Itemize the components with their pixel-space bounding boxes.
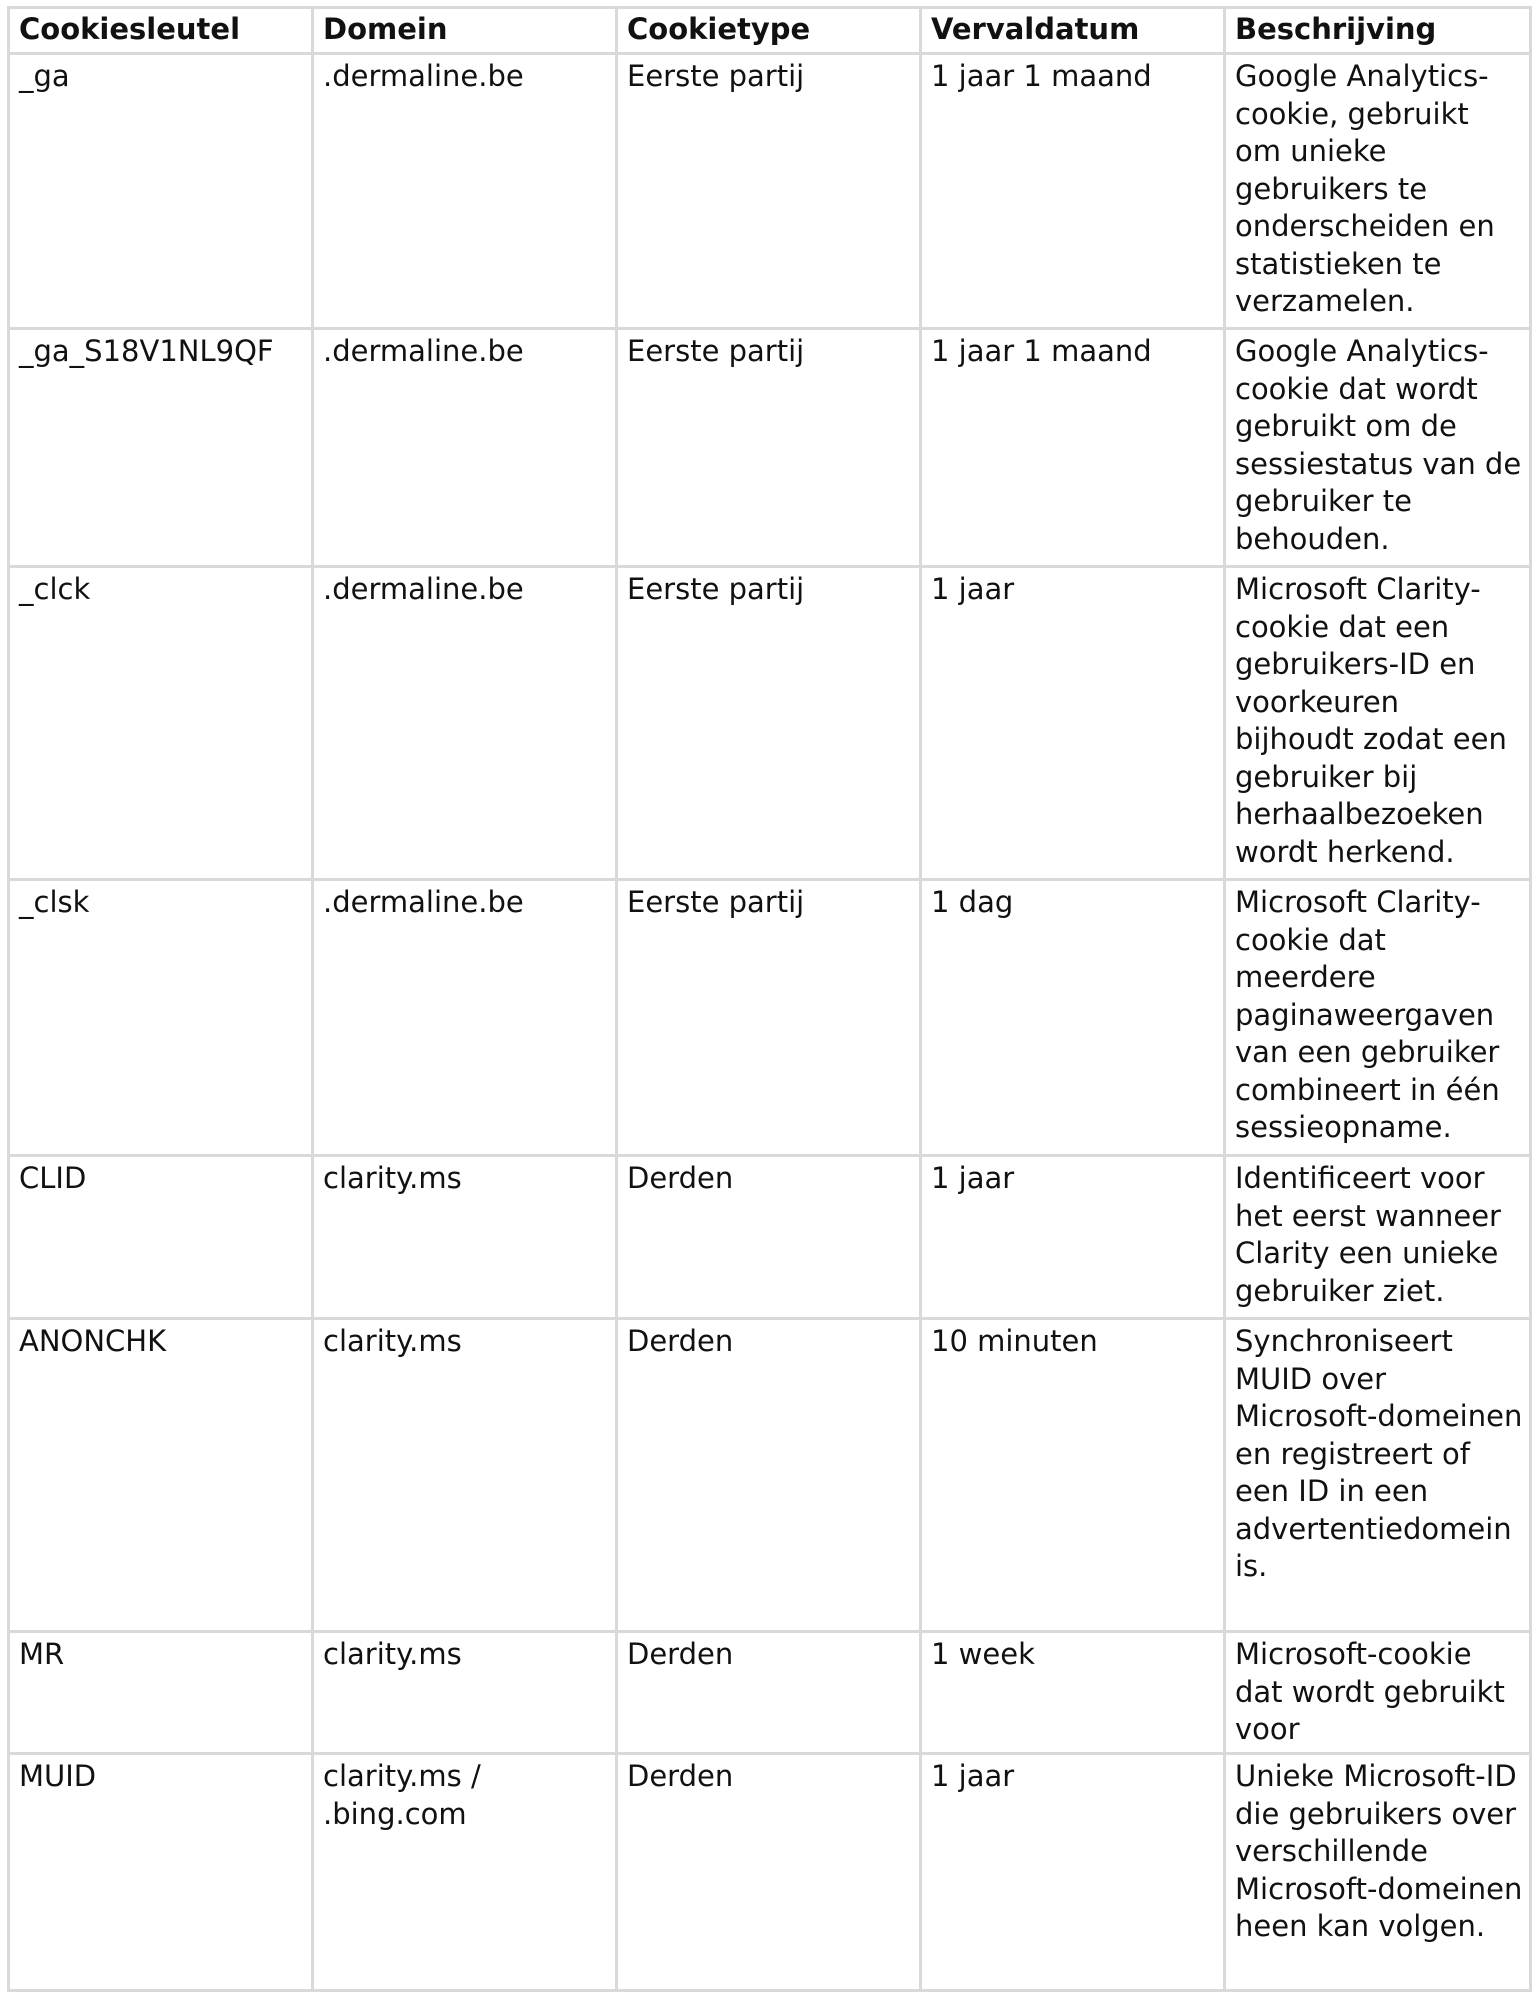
- cell-cookie-key: CLID: [9, 1156, 313, 1319]
- header-domain: Domein: [313, 8, 617, 54]
- cell-cookie-type: Eerste partij: [617, 567, 921, 880]
- table-row: [9, 1156, 1531, 1319]
- cell-cookie-type: Derden: [617, 1156, 921, 1319]
- cell-domain: .dermaline.be: [313, 880, 617, 1156]
- cell-cookie-type: Derden: [617, 1632, 921, 1754]
- cell-cookie-key: _ga_S18V1NL9QF: [9, 329, 313, 567]
- cell-domain: .dermaline.be: [313, 567, 617, 880]
- header-expiry: Vervaldatum: [921, 8, 1225, 54]
- cell-domain: .dermaline.be: [313, 329, 617, 567]
- cell-description: Microsoft-cookie dat wordt gebruikt voor: [1225, 1632, 1531, 1754]
- table-row: [9, 54, 1531, 329]
- cell-expiry: 1 jaar: [921, 1754, 1225, 1991]
- cookie-table: [7, 6, 1532, 1992]
- cell-domain: clarity.ms / .bing.com: [313, 1754, 617, 1991]
- cell-description: Unieke Microsoft-ID die gebruikers over verschillende Microsoft-domeinen heen kan volgen.: [1225, 1754, 1531, 1991]
- header-description: Beschrijving: [1225, 8, 1531, 54]
- cell-cookie-type: Derden: [617, 1754, 921, 1991]
- cell-expiry: 1 jaar 1 maand: [921, 329, 1225, 567]
- cell-domain: clarity.ms: [313, 1156, 617, 1319]
- table-row: [9, 567, 1531, 880]
- cell-expiry: 1 jaar: [921, 567, 1225, 880]
- cell-cookie-key: _ga: [9, 54, 313, 329]
- table-row: [9, 880, 1531, 1156]
- cell-cookie-key: MUID: [9, 1754, 313, 1991]
- table-header-row: [9, 8, 1531, 54]
- cell-cookie-key: _clsk: [9, 880, 313, 1156]
- table-row: [9, 1754, 1531, 1991]
- cell-domain: clarity.ms: [313, 1319, 617, 1632]
- cell-description: Synchroniseert MUID over Microsoft-domeinen en registreert of een ID in een advertentiedomein is.: [1225, 1319, 1531, 1632]
- cell-cookie-type: Eerste partij: [617, 329, 921, 567]
- cell-expiry: 1 dag: [921, 880, 1225, 1156]
- cell-description: Identificeert voor het eerst wanneer Clarity een unieke gebruiker ziet.: [1225, 1156, 1531, 1319]
- cell-description: Microsoft Clarity-cookie dat meerdere paginaweergaven van een gebruiker combineert in één sessieopname.: [1225, 880, 1531, 1156]
- cell-cookie-key: MR: [9, 1632, 313, 1754]
- cell-expiry: 1 jaar 1 maand: [921, 54, 1225, 329]
- cell-description: Microsoft Clarity-cookie dat een gebruikers-ID en voorkeuren bijhoudt zodat een gebruiker bij herhaalbezoeken wordt herkend.: [1225, 567, 1531, 880]
- cell-description: Google Analytics-cookie, gebruikt om unieke gebruikers te onderscheiden en statistieken te verzamelen.: [1225, 54, 1531, 329]
- cell-expiry: 1 jaar: [921, 1156, 1225, 1319]
- cell-cookie-type: Eerste partij: [617, 54, 921, 329]
- cell-description: Google Analytics-cookie dat wordt gebruikt om de sessiestatus van de gebruiker te behouden.: [1225, 329, 1531, 567]
- table-row: [9, 1319, 1531, 1632]
- cell-cookie-key: ANONCHK: [9, 1319, 313, 1632]
- header-cookie-key: Cookiesleutel: [9, 8, 313, 54]
- cell-cookie-type: Eerste partij: [617, 880, 921, 1156]
- table-row: [9, 1632, 1531, 1754]
- header-cookie-type: Cookietype: [617, 8, 921, 54]
- cell-domain: .dermaline.be: [313, 54, 617, 329]
- cell-cookie-key: _clck: [9, 567, 313, 880]
- cell-cookie-type: Derden: [617, 1319, 921, 1632]
- cookie-table-container: [7, 6, 1529, 1992]
- cell-domain: clarity.ms: [313, 1632, 617, 1754]
- cell-expiry: 1 week: [921, 1632, 1225, 1754]
- table-row: [9, 329, 1531, 567]
- cell-expiry: 10 minuten: [921, 1319, 1225, 1632]
